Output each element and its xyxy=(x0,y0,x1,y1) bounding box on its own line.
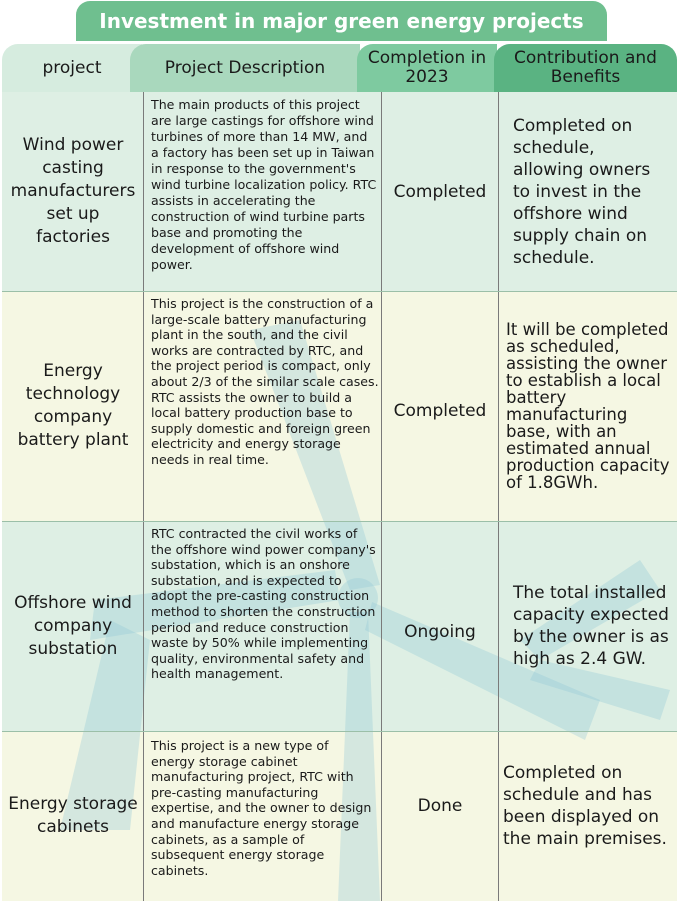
contribution-benefits: Completed on schedule and has been displayed on the main premises. xyxy=(503,763,667,849)
project-description: RTC contracted the civil works of the offshore wind power company's substation, which is an onshore substation, and is expected to adopt the pre-casting construction method to shorten the construction period and reduce construction waste by 50% while implementing quality, environmental safety and health management. xyxy=(151,526,376,682)
completion-status: Completed xyxy=(393,401,487,421)
project-name: Energy technology company battery plant xyxy=(17,361,129,450)
contribution-benefits: It will be completed as scheduled, assisting the owner to establish a local battery manufacturing base, with an estimated annual production capacity of 1.8GWh. xyxy=(506,320,670,492)
project-description: This project is a new type of energy storage cabinet manufacturing project, RTC with pre-casting manufacturing expertise, and the owner to design and manufacture energy storage cabinets, as a sample of subsequent energy storage cabinets. xyxy=(151,738,372,878)
page-title: Investment in major green energy projects xyxy=(76,1,607,41)
completion-status: Ongoing xyxy=(404,622,476,642)
project-description: The main products of this project are large castings for offshore wind turbines of more than 14 MW, and a factory has been set up in Taiwan in response to the government's wind turbine localization policy. RTC assists in accelerating the construction of wind turbine parts base and promoting the development of offshore wind power. xyxy=(151,97,377,272)
project-name: Offshore wind company substation xyxy=(14,592,132,659)
project-name: Wind power casting manufacturers set up factories xyxy=(10,135,136,247)
header-description: Project Description xyxy=(130,44,360,92)
contribution-benefits: Completed on schedule, allowing owners to invest in the offshore wind supply chain on schedule. xyxy=(513,115,651,268)
project-name: Energy storage cabinets xyxy=(8,794,138,837)
completion-status: Completed xyxy=(393,181,487,202)
column-divider xyxy=(143,92,144,901)
header-completion: Completion in 2023 xyxy=(357,44,497,92)
contribution-benefits: The total installed capacity expected by the owner is as high as 2.4 GW. xyxy=(513,583,669,669)
header-project: project xyxy=(2,44,142,92)
header-benefits: Contribution and Benefits xyxy=(494,44,677,92)
column-divider xyxy=(498,92,499,901)
project-description: This project is the construction of a large-scale battery manufacturing plant in the south, and the civil works are contracted by RTC, and the project period is compact, only about 2/3 of the similar scale cases. RTC assists the owner to build a local battery production base to supply domestic and foreign green electricity and energy storage needs in real time. xyxy=(151,296,379,467)
completion-status: Done xyxy=(417,796,463,816)
